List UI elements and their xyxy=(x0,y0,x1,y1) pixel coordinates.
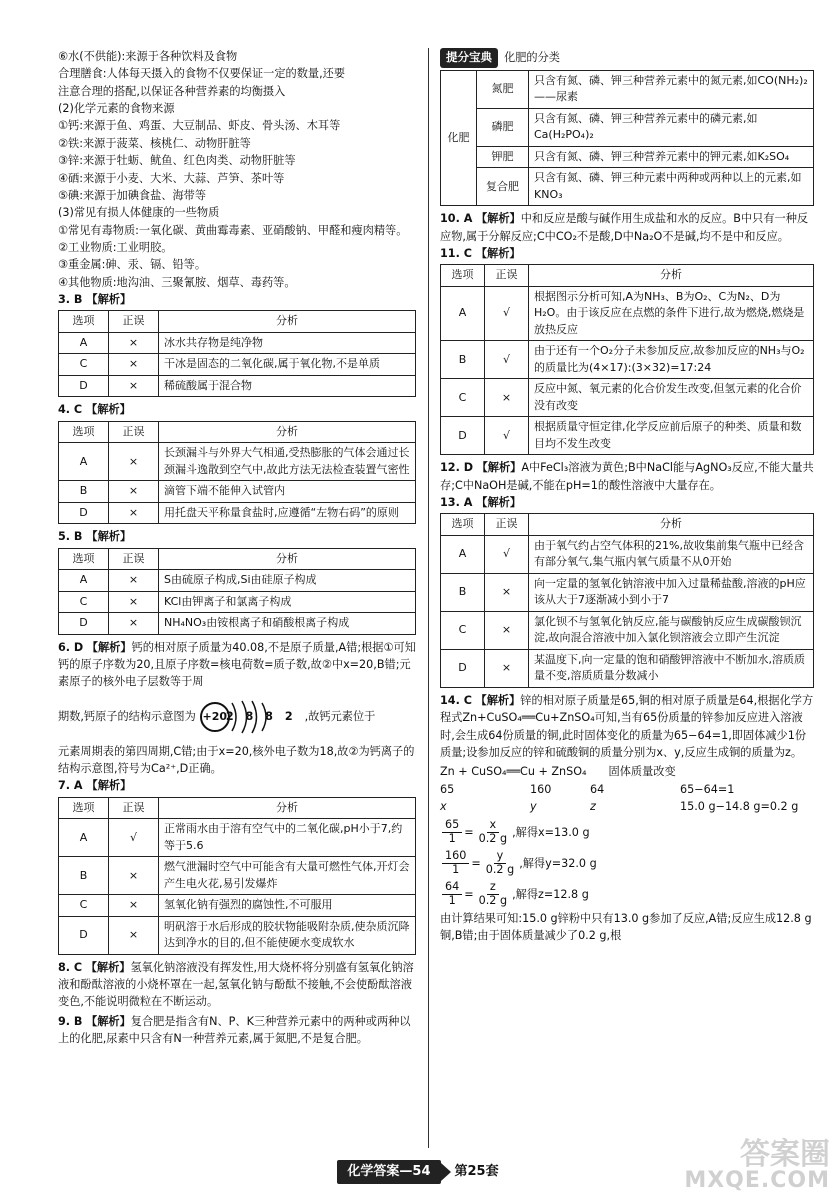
option-cell: B xyxy=(59,857,109,895)
q14-result-y: ,解得y=32.0 g xyxy=(519,856,597,870)
q12-number: 12. D xyxy=(440,461,473,475)
table-row xyxy=(441,146,814,168)
verdict-cell: × xyxy=(485,379,529,417)
q6-number: 6. D xyxy=(58,640,84,654)
intro-line: ④硒:来源于小麦、大米、大蒜、芦笋、茶叶等 xyxy=(58,171,285,185)
q13-heading xyxy=(440,494,814,511)
table-row xyxy=(59,591,416,613)
option-cell: A xyxy=(59,332,109,354)
verdict-cell: × xyxy=(109,570,159,592)
q14-mass-zn: 65 xyxy=(440,782,455,796)
verdict-cell: × xyxy=(109,857,159,895)
footer-arrow-icon xyxy=(441,1163,451,1181)
denominator: 0.2 g xyxy=(478,893,508,907)
q14-tag: 【解析】 xyxy=(475,693,521,707)
fertilizer-desc-cell: 只含有氮、磷、钾三种营养元素中的钾元素,如K₂SO₄ xyxy=(529,146,814,168)
verdict-cell: × xyxy=(485,649,529,687)
q14-var-row xyxy=(440,798,814,815)
analysis-cell: 某温度下,向一定量的饱和硝酸钾溶液中不断加水,溶质质量不变,溶质质量分数减小 xyxy=(529,649,814,687)
q6-body2-post: ,故钙元素位于 xyxy=(304,710,376,723)
analysis-cell: 冰水共存物是纯净物 xyxy=(159,332,416,354)
numerator: y xyxy=(494,850,507,864)
q14-mass-row xyxy=(440,781,814,798)
numerator: z xyxy=(487,881,499,895)
q14-var-z: z xyxy=(590,800,596,814)
table-row xyxy=(441,108,814,146)
q6-body1: 钙的相对原子质量为40.08,不是原子质量,A错;根据①可知钙的原子序数为20,且原子序数=核电荷数=质子数,故②中x=20,B错;元素原子的核外电子层数等于周 xyxy=(58,640,416,689)
q12-text xyxy=(440,459,814,494)
table-row xyxy=(59,354,416,376)
table-row xyxy=(59,819,416,857)
q9-tag: 【解析】 xyxy=(86,1014,131,1028)
q8-number: 8. C xyxy=(58,960,83,974)
analysis-cell: 向一定量的氢氧化钠溶液中加入过量稀盐酸,溶液的pH应该从大于7逐渐减小到小于7 xyxy=(529,573,814,611)
option-cell: C xyxy=(59,895,109,917)
q11-table xyxy=(440,264,814,455)
analysis-cell: 明矾溶于水后形成的胶状物能吸附杂质,使杂质沉降达到净水的目的,但不能使硬水变成软水 xyxy=(159,916,416,954)
table-row xyxy=(59,895,416,917)
q5-heading xyxy=(58,528,416,545)
intro-line: ②工业物质:工业明胶。 xyxy=(58,240,173,254)
table-header-cell: 分析 xyxy=(159,548,416,570)
intro-line: (3)常见有损人体健康的一些物质 xyxy=(58,206,220,220)
watermark-line2: MXQE.COM xyxy=(684,1168,830,1193)
q11-number: 11. C xyxy=(440,247,472,261)
fertilizer-type-cell: 氮肥 xyxy=(477,70,529,108)
q9-number: 9. B xyxy=(58,1014,83,1028)
footer-set: 第25套 xyxy=(454,1164,499,1179)
q14-var-y: y xyxy=(530,800,537,814)
table-row xyxy=(441,379,814,417)
q13-number: 13. A xyxy=(440,496,473,510)
verdict-cell: √ xyxy=(485,535,529,573)
verdict-cell: √ xyxy=(485,286,529,341)
table-row xyxy=(441,70,814,108)
table-row xyxy=(441,573,814,611)
footer-label: 化学答案—54 xyxy=(337,1160,440,1184)
fraction xyxy=(483,850,517,877)
table-header-cell: 正误 xyxy=(485,265,529,287)
fertilizer-desc-cell: 只含有氮、磷、钾三种元素中两种或两种以上的元素,如KNO₃ xyxy=(529,168,814,206)
analysis-cell: 滴管下端不能伸入试管内 xyxy=(159,481,416,503)
verdict-cell: × xyxy=(109,613,159,635)
option-cell: C xyxy=(441,611,485,649)
analysis-cell: 由于氧气约占空气体积的21%,故收集前集气瓶中已经含有部分氧气,集气瓶内氧气质量不从0开始 xyxy=(529,535,814,573)
option-cell: D xyxy=(59,375,109,397)
q14-fraction-3: $\frac{64}{1}$ = $\frac{z}{0.2 g}$ ,解得z=12.8 g xyxy=(440,881,814,908)
option-cell: D xyxy=(59,916,109,954)
numerator: 65 xyxy=(442,819,462,833)
fraction xyxy=(476,819,510,846)
q14-var-change: 15.0 g−14.8 g=0.2 g xyxy=(680,800,799,814)
q3-tag: 【解析】 xyxy=(86,293,132,307)
tips-badge: 提分宝典 xyxy=(440,48,498,68)
fraction xyxy=(442,819,462,846)
verdict-cell: × xyxy=(109,895,159,917)
table-row xyxy=(59,375,416,397)
table-row xyxy=(441,649,814,687)
q9-text xyxy=(58,1013,416,1048)
analysis-cell: 氢氧化钠有强烈的腐蚀性,不可服用 xyxy=(159,895,416,917)
table-row xyxy=(59,443,416,481)
table-header-cell: 分析 xyxy=(529,514,814,536)
q3-number: 3. B xyxy=(58,293,83,307)
category-cell: 化肥 xyxy=(441,70,477,206)
q9-body: 复合肥是指含有N、P、K三种营养元素中的两种或两种以上的化肥,尿素中只含有N一种营养元素,属于氮肥,不是复合肥。 xyxy=(58,1014,411,1046)
analysis-cell: S由硫原子构成,Si由硅原子构成 xyxy=(159,570,416,592)
q5-number: 5. B xyxy=(58,530,83,544)
watermark-line1: 答案圈 xyxy=(740,1137,830,1172)
q12-tag: 【解析】 xyxy=(476,461,522,475)
q3-heading xyxy=(58,291,416,308)
option-cell: B xyxy=(441,341,485,379)
analysis-cell: 正常雨水由于溶有空气中的二氧化碳,pH小于7,约等于5.6 xyxy=(159,819,416,857)
intro-line: 合理膳食:人体每天摄入的食物不仅要保证一定的数量,还要 xyxy=(58,67,346,81)
fraction xyxy=(442,881,462,908)
option-cell: A xyxy=(441,535,485,573)
analysis-cell: 氯化钡不与氢氧化钠反应,能与碳酸钠反应生成碳酸钡沉淀,故向混合溶液中加入氯化钡溶液会立即产生沉淀 xyxy=(529,611,814,649)
q14-fraction-1: $\frac{65}{1}$ = $\frac{x}{0.2 g}$ ,解得x=13.0 g xyxy=(440,819,814,846)
option-cell: D xyxy=(441,649,485,687)
analysis-cell: NH₄NO₃由铵根离子和硝酸根离子构成 xyxy=(159,613,416,635)
table-row xyxy=(59,857,416,895)
table-header-row xyxy=(59,548,416,570)
analysis-cell: 根据质量守恒定律,化学反应前后原子的种类、质量和数目均不发生改变 xyxy=(529,417,814,455)
denominator: 1 xyxy=(452,863,460,877)
q14-equation xyxy=(440,763,814,815)
table-header-cell: 分析 xyxy=(529,265,814,287)
table-row xyxy=(441,611,814,649)
q6-diagram-line xyxy=(58,699,416,735)
intro-line: ①钙:来源于鱼、鸡蛋、大豆制品、虾皮、骨头汤、木耳等 xyxy=(58,119,341,133)
option-cell: A xyxy=(59,443,109,481)
table-row xyxy=(441,341,814,379)
table-header-cell: 正误 xyxy=(109,311,159,333)
atom-nucleus: +20 xyxy=(200,702,230,732)
right-column xyxy=(440,48,814,944)
table-header-cell: 正误 xyxy=(109,548,159,570)
table-row xyxy=(59,502,416,524)
q14-result-z: ,解得z=12.8 g xyxy=(512,887,589,901)
q8-text xyxy=(58,959,416,1011)
intro-block xyxy=(58,48,416,291)
q4-number: 4. C xyxy=(58,403,83,417)
q14-number: 14. C xyxy=(440,693,472,707)
verdict-cell: √ xyxy=(109,819,159,857)
analysis-cell: 干冰是固态的二氧化碳,属于氧化物,不是单质 xyxy=(159,354,416,376)
left-column xyxy=(58,48,416,1048)
analysis-cell: 由于还有一个O₂分子未参加反应,故参加反应的NH₃与O₂的质量比为(4×17):(3×32)=17:24 xyxy=(529,341,814,379)
intro-line: ②铁:来源于菠菜、核桃仁、动物肝脏等 xyxy=(58,136,251,150)
fertilizer-desc-cell: 只含有氮、磷、钾三种营养元素中的氮元素,如CO(NH₂)₂——尿素 xyxy=(529,70,814,108)
intro-line: ⑤碘:来源于加碘食盐、海带等 xyxy=(58,188,207,202)
table-row xyxy=(59,916,416,954)
table-header-cell: 选项 xyxy=(441,514,485,536)
intro-line: (2)化学元素的食物来源 xyxy=(58,102,175,116)
table-header-cell: 选项 xyxy=(59,797,109,819)
q14-var-x: x xyxy=(440,800,447,814)
q14-fraction-2: $\frac{160}{1}$ = $\frac{y}{0.2 g}$ ,解得y=32.0 g xyxy=(440,850,814,877)
q7-number: 7. A xyxy=(58,779,83,793)
option-cell: D xyxy=(59,613,109,635)
numerator: 160 xyxy=(442,850,469,864)
verdict-cell: × xyxy=(485,573,529,611)
option-cell: B xyxy=(59,481,109,503)
q14-text2: 由计算结果可知:15.0 g锌粉中只有13.0 g参加了反应,A错;反应生成12.8 g铜,B错;由于固体质量减少了0.2 g,根 xyxy=(440,911,812,943)
watermark-logo xyxy=(684,1137,830,1193)
q6-body2-pre: 期数,钙原子的结构示意图为 xyxy=(58,710,196,723)
analysis-cell: 根据图示分析可知,A为NH₃、B为O₂、C为N₂、D为H₂O。由于该反应在点燃的条件下进行,故为燃烧,燃烧是放热反应 xyxy=(529,286,814,341)
option-cell: C xyxy=(59,354,109,376)
analysis-cell: 用托盘天平称量食盐时,应遵循“左物右码”的原则 xyxy=(159,502,416,524)
q4-heading xyxy=(58,401,416,418)
q7-table xyxy=(58,797,416,955)
table-header-cell: 选项 xyxy=(59,548,109,570)
verdict-cell: × xyxy=(109,591,159,613)
calcium-atom-diagram xyxy=(200,699,297,735)
analysis-cell: 稀硫酸属于混合物 xyxy=(159,375,416,397)
q13-table xyxy=(440,513,814,688)
q14-mass-change: 65−64=1 xyxy=(680,782,735,796)
intro-line: ①常见有毒物质:一氧化碳、黄曲霉毒素、亚硝酸钠、甲醛和瘦肉精等。 xyxy=(58,223,408,237)
numerator: x xyxy=(487,819,500,833)
q7-heading xyxy=(58,777,416,794)
table-header-cell: 分析 xyxy=(159,311,416,333)
verdict-cell: × xyxy=(109,332,159,354)
q10-body: 中和反应是酸与碱作用生成盐和水的反应。B中只有一种反应物,属于分解反应;C中CO₂不是酸,D中Na₂O不是碱,均不是中和反应。 xyxy=(440,212,809,243)
table-header-cell: 选项 xyxy=(59,421,109,443)
table-header-cell: 正误 xyxy=(485,514,529,536)
fertilizer-desc-cell: 只含有氮、磷、钾三种营养元素中的磷元素,如Ca(H₂PO₄)₂ xyxy=(529,108,814,146)
table-header-cell: 正误 xyxy=(109,797,159,819)
q5-tag: 【解析】 xyxy=(86,530,132,544)
table-row xyxy=(59,613,416,635)
q14-result-x: ,解得x=13.0 g xyxy=(512,826,590,840)
table-header-row xyxy=(59,797,416,819)
q4-table xyxy=(58,421,416,525)
analysis-cell: 燃气泄漏时空气中可能含有大量可燃性气体,开灯会产生电火花,易引发爆炸 xyxy=(159,857,416,895)
q5-table xyxy=(58,548,416,635)
option-cell: C xyxy=(59,591,109,613)
verdict-cell: √ xyxy=(485,341,529,379)
denominator: 1 xyxy=(448,832,456,846)
table-row xyxy=(441,168,814,206)
fertilizer-type-cell: 磷肥 xyxy=(477,108,529,146)
q14-eq-note: 固体质量改变 xyxy=(608,765,676,779)
verdict-cell: × xyxy=(109,481,159,503)
intro-line: ④其他物质:地沟油、三聚氰胺、烟草、毒药等。 xyxy=(58,275,296,289)
table-row xyxy=(441,417,814,455)
verdict-cell: × xyxy=(109,443,159,481)
verdict-cell: × xyxy=(485,611,529,649)
table-header-cell: 选项 xyxy=(59,311,109,333)
denominator: 0.2 g xyxy=(485,863,515,877)
analysis-cell: 反应中氮、氧元素的化合价发生改变,但氢元素的化合价没有改变 xyxy=(529,379,814,417)
option-cell: D xyxy=(441,417,485,455)
q14-mass-cuso4: 160 xyxy=(530,782,552,796)
fraction xyxy=(442,850,469,877)
q6-text1 xyxy=(58,639,416,691)
q3-table xyxy=(58,310,416,397)
table-header-row xyxy=(59,421,416,443)
verdict-cell: × xyxy=(109,354,159,376)
option-cell: C xyxy=(441,379,485,417)
table-header-row xyxy=(59,311,416,333)
q7-tag: 【解析】 xyxy=(86,779,132,793)
table-header-cell: 分析 xyxy=(159,797,416,819)
q13-tag: 【解析】 xyxy=(476,496,522,510)
q11-tag: 【解析】 xyxy=(475,247,521,261)
table-header-row xyxy=(441,514,814,536)
fertilizer-type-cell: 钾肥 xyxy=(477,146,529,168)
column-divider xyxy=(428,48,429,1148)
table-header-cell: 选项 xyxy=(441,265,485,287)
q14-eq-formula: Zn + CuSO₄══Cu + ZnSO₄ xyxy=(440,765,587,779)
numerator: 64 xyxy=(442,881,462,895)
q14-mass-cu: 64 xyxy=(590,782,605,796)
q10-tag: 【解析】 xyxy=(475,212,521,226)
q12-body: A中FeCl₃溶液为黄色;B中NaCl能与AgNO₃反应,不能大量共存;C中NaOH是碱,不能在pH=1的酸性溶液中大量存在。 xyxy=(440,461,814,492)
intro-line: 注意合理的搭配,以保证各种营养素的均衡摄入 xyxy=(58,84,286,98)
option-cell: A xyxy=(59,819,109,857)
q10-text xyxy=(440,210,814,245)
intro-line: ③重金属:砷、汞、镉、铅等。 xyxy=(58,258,207,272)
option-cell: B xyxy=(441,573,485,611)
option-cell: A xyxy=(441,286,485,341)
intro-line: ⑥水(不供能):来源于各种饮料及食物 xyxy=(58,50,238,63)
analysis-cell: KCl由钾离子和氯离子构成 xyxy=(159,591,416,613)
table-header-cell: 正误 xyxy=(109,421,159,443)
intro-line: ③锌:来源于牡蛎、鱿鱼、红色肉类、动物肝脏等 xyxy=(58,154,296,168)
denominator: 0.2 g xyxy=(478,832,508,846)
table-header-row xyxy=(441,265,814,287)
analysis-cell: 长颈漏斗与外界大气相通,受热膨胀的气体会通过长颈漏斗逸散到空气中,故此方法无法检查装置气密性 xyxy=(159,443,416,481)
q8-tag: 【解析】 xyxy=(85,960,131,974)
verdict-cell: × xyxy=(109,916,159,954)
option-cell: A xyxy=(59,570,109,592)
verdict-cell: × xyxy=(109,375,159,397)
table-header-cell: 分析 xyxy=(159,421,416,443)
q14-body1: 锌的相对原子质量是65,铜的相对原子质量是64,根据化学方程式Zn+CuSO₄══Cu+ZnSO₄可知,当有65份质量的锌参加反应进入溶液时,会生成64份质量的铜,此时固体变化的质量为65−64=1,即固体减少1份质量;设参加反应的锌和硫酸铜的质量分别为x、y,反应生成铜的质量为z。 xyxy=(440,693,814,760)
q8-body: 氢氧化钠溶液没有挥发性,用大烧杯将分别盛有氢氧化钠溶液和酚酞溶液的小烧杯罩在一起,氢氧化钠与酚酞不接触,不会使酚酞溶液变色,不能说明微粒在不断运动。 xyxy=(58,960,414,1009)
q11-heading xyxy=(440,245,814,262)
q4-tag: 【解析】 xyxy=(86,403,131,417)
q14-text1 xyxy=(440,692,814,761)
verdict-cell: × xyxy=(109,502,159,524)
tips-title: 化肥的分类 xyxy=(504,51,560,64)
table-row xyxy=(441,535,814,573)
table-row xyxy=(59,570,416,592)
fraction xyxy=(476,881,510,908)
option-cell: D xyxy=(59,502,109,524)
q6-text3: 元素周期表的第四周期,C错;由于x=20,核外电子数为18,故②为钙离子的结构示意图,符号为Ca²⁺,D正确。 xyxy=(58,744,415,776)
electron-counts: 2 8 8 2 xyxy=(225,710,297,723)
verdict-cell: √ xyxy=(485,417,529,455)
fertilizer-table xyxy=(440,70,814,207)
q10-number: 10. A xyxy=(440,212,473,226)
fertilizer-type-cell: 复合肥 xyxy=(477,168,529,206)
table-row xyxy=(59,332,416,354)
table-row xyxy=(59,481,416,503)
table-row xyxy=(441,286,814,341)
denominator: 1 xyxy=(448,893,456,907)
q6-tag: 【解析】 xyxy=(86,640,132,654)
tips-heading xyxy=(440,48,814,68)
